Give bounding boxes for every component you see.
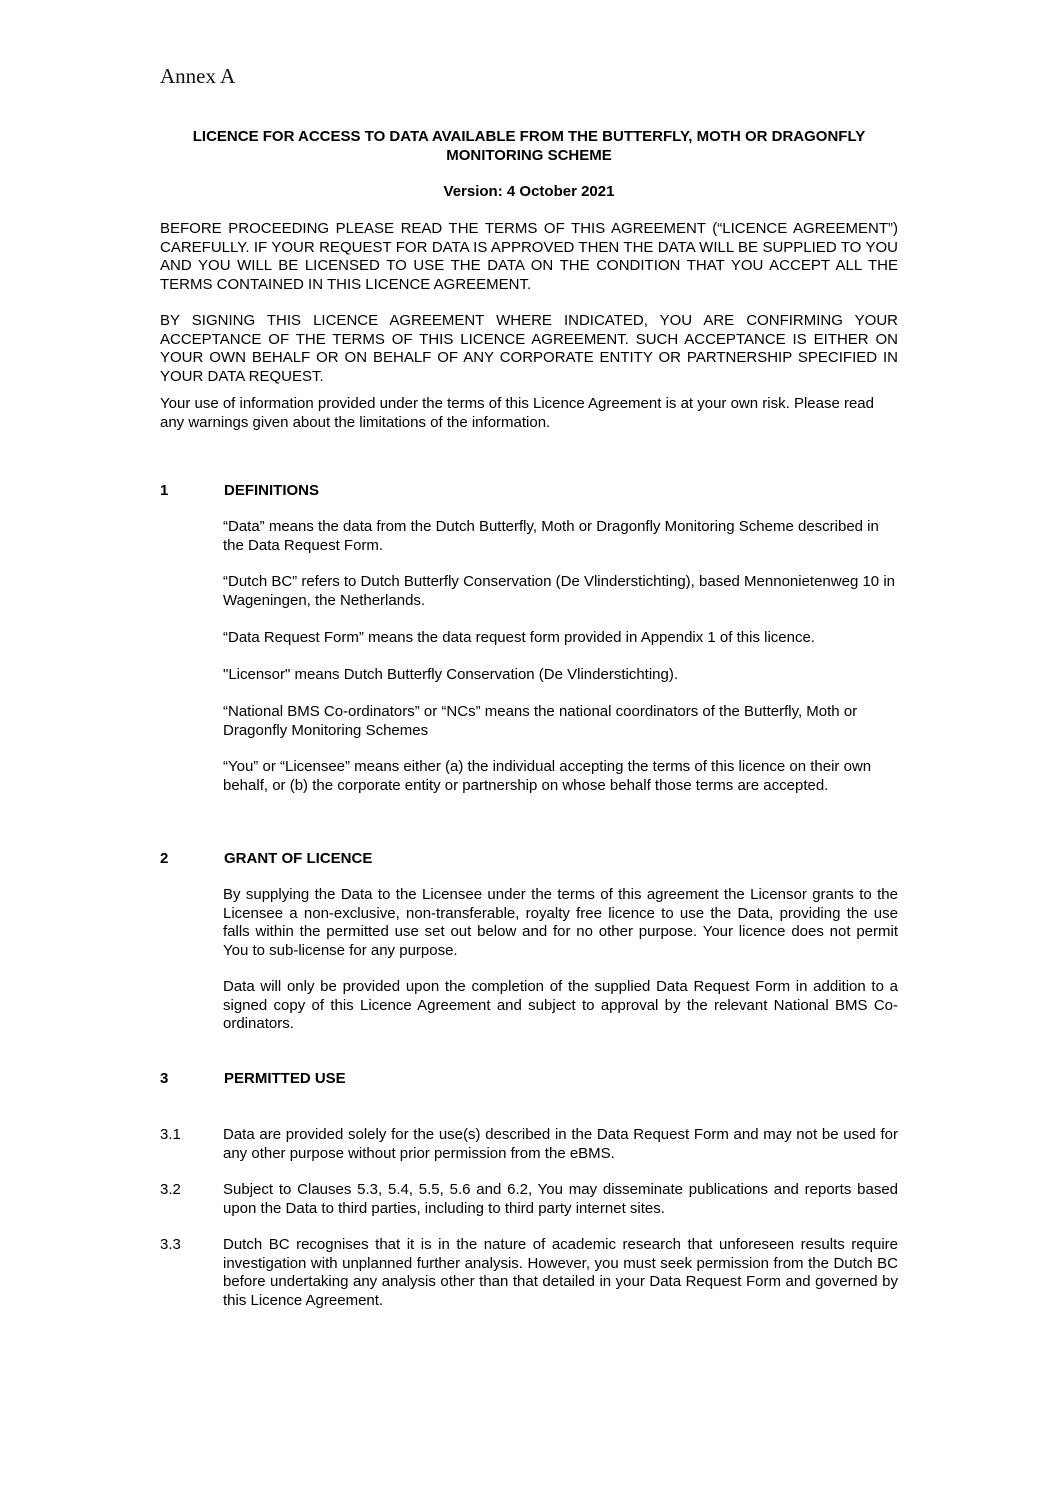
section-title: DEFINITIONS — [224, 482, 320, 499]
section-title: PERMITTED USE — [224, 1070, 346, 1087]
clause-text: Dutch BC recognises that it is in the nature of academic research that unforeseen results require investigation with unplanned further analysis. However, you must seek permission from the Dutch BC before undertaking any analysis other than that detailed in your Data Request Form and governed by this Licence Agreement. — [223, 1236, 898, 1309]
intro-paragraph-acceptance: BY SIGNING THIS LICENCE AGREEMENT WHERE INDICATED, YOU ARE CONFIRMING YOUR ACCEPTANCE OF THE TERMS OF THIS LICENCE AGREEMENT. SUCH ACCEPTANCE IS EITHER ON YOUR OWN BEHALF OR ON BEHALF OF ANY CORPORATE ENTITY OR PARTNERSHIP SPECIFIED IN YOUR DATA REQUEST. — [160, 312, 898, 385]
clause-3-3 — [160, 1236, 898, 1310]
section-heading-grant-of-licence — [160, 850, 372, 869]
grant-paragraph: By supplying the Data to the Licensee under the terms of this agreement the Licensor grants to the Licensee a non-exclusive, non-transferable, royalty free licence to use the Data, providing the use falls within the permitted use set out below and for no other purpose. Your licence does not permit You to sub-license for any purpose. — [223, 886, 898, 959]
document-version: Version: 4 October 2021 — [443, 183, 615, 200]
definition-licensee: “You” or “Licensee” means either (a) the individual accepting the terms of this licence on their own behalf, or (b) the corporate entity or partnership on whose behalf those terms are accepted. — [223, 758, 872, 794]
definition-dutch-bc: “Dutch BC” refers to Dutch Butterfly Conservation (De Vlinderstichting), based Mennonietenweg 10 in Wageningen, the Netherlands. — [223, 573, 895, 609]
intro-paragraph-caution: BEFORE PROCEEDING PLEASE READ THE TERMS OF THIS AGREEMENT (“LICENCE AGREEMENT”) CAREFULLY. IF YOUR REQUEST FOR DATA IS APPROVED THEN THE DATA WILL BE SUPPLIED TO YOU AND YOU WILL BE LICENSED TO USE THE DATA ON THE CONDITION THAT YOU ACCEPT ALL THE TERMS CONTAINED IN THIS LICENCE AGREEMENT. — [160, 220, 898, 293]
annex-label: Annex A — [160, 64, 236, 88]
clause-text: Subject to Clauses 5.3, 5.4, 5.5, 5.6 and 6.2, You may disseminate publications and reports based upon the Data to third parties, including to third party internet sites. — [223, 1181, 898, 1217]
clause-number: 3.1 — [160, 1126, 181, 1143]
definition-national-coordinators: “National BMS Co-ordinators” or “NCs” means the national coordinators of the Butterfly, Moth or Dragonfly Monitoring Schemes — [223, 703, 858, 739]
definition-data: “Data” means the data from the Dutch Butterfly, Moth or Dragonfly Monitoring Scheme described in the Data Request Form. — [223, 518, 879, 554]
clause-number: 3.2 — [160, 1181, 181, 1198]
clause-number: 3.3 — [160, 1236, 181, 1253]
data-provision-paragraph: Data will only be provided upon the completion of the supplied Data Request Form in addition to a signed copy of this Licence Agreement and subject to approval by the relevant National BMS Co-ordinators. — [223, 978, 898, 1032]
document-title: LICENCE FOR ACCESS TO DATA AVAILABLE FROM THE BUTTERFLY, MOTH OR DRAGONFLY MONITORING SCHEME — [192, 128, 866, 164]
clause-3-2 — [160, 1181, 898, 1218]
section-heading-permitted-use — [160, 1070, 346, 1089]
clause-text: Data are provided solely for the use(s) described in the Data Request Form and may not be used for any other purpose without prior permission from the eBMS. — [223, 1126, 898, 1162]
definition-data-request-form: “Data Request Form” means the data request form provided in Appendix 1 of this licence. — [223, 629, 815, 646]
section-heading-definitions — [160, 482, 319, 501]
section-number: 1 — [160, 482, 169, 499]
section-number: 3 — [160, 1070, 169, 1087]
section-number: 2 — [160, 850, 169, 867]
clause-3-1 — [160, 1126, 898, 1163]
intro-paragraph-risk: Your use of information provided under the terms of this Licence Agreement is at your own risk. Please read any warnings given about the limitations of the information. — [160, 395, 874, 431]
section-title: GRANT OF LICENCE — [224, 850, 373, 867]
definition-licensor: "Licensor" means Dutch Butterfly Conservation (De Vlinderstichting). — [223, 666, 679, 683]
